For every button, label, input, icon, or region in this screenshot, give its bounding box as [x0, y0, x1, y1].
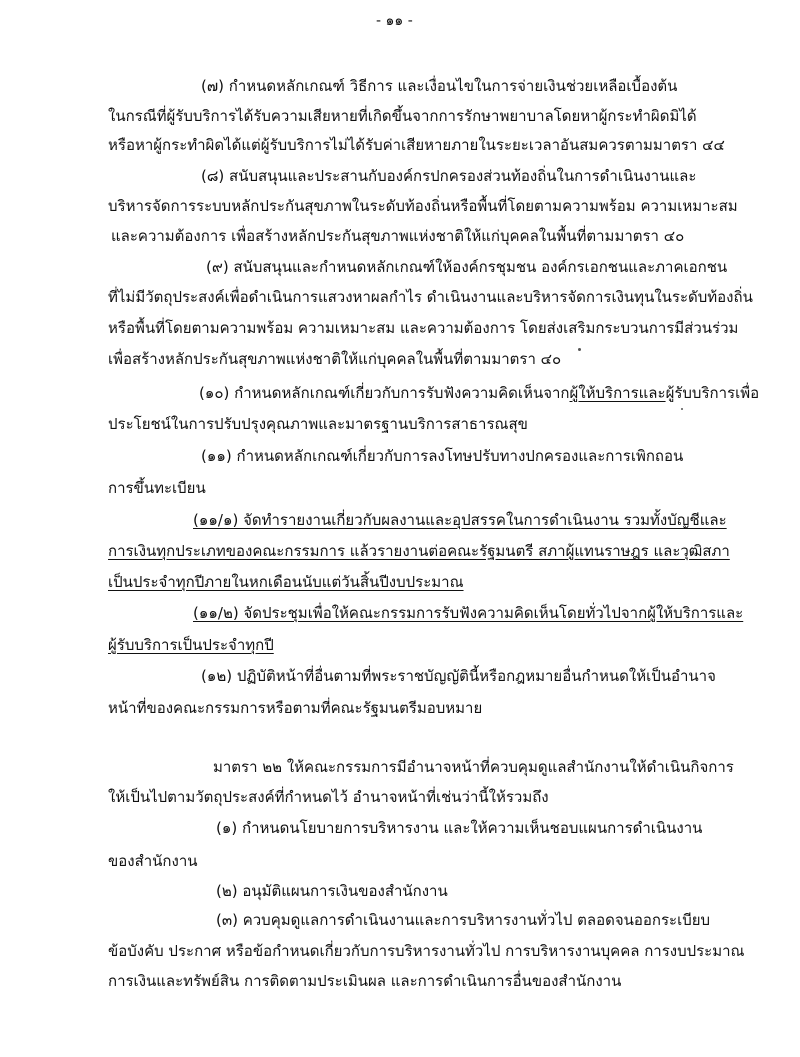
item-10-text: (๑๐) กำหนดหลักเกณฑ์เกี่ยวกับการรับฟังความคิดเห็นจาก — [199, 384, 570, 402]
scan-speck — [578, 348, 581, 351]
item-8-line-2: บริหารจัดการระบบหลักประกันสุขภาพในระดับท้องถิ่นหรือพื้นที่โดยตามความพร้อม ความเหมาะสม — [108, 197, 738, 215]
item-7-line-2: ในกรณีที่ผู้รับบริการได้รับความเสียหายที่เกิดขึ้นจากการรักษาพยาบาลโดยหาผู้กระทำผิดมิได้ — [108, 107, 697, 125]
item-11-line-2: การขึ้นทะเบียน — [108, 479, 206, 497]
page-number: - ๑๑ - — [376, 13, 413, 29]
item-8-line-1: (๘) สนับสนุนและประสานกับองค์กรปกครองส่วนท้องถิ่นในการดำเนินงานและ — [201, 167, 697, 185]
item-9-line-2: ที่ไม่มีวัตถุประสงค์เพื่อดำเนินการแสวงหาผลกำไร ดำเนินงานและบริหารจัดการเงินทุนในระดับท้องถิ่น — [108, 288, 753, 306]
s22-item-1-line-1: (๑) กำหนดนโยบายการบริหารงาน และให้ความเห็นชอบแผนการดำเนินงาน — [216, 819, 703, 837]
scan-speck — [681, 408, 683, 410]
s22-item-3-line-2: ข้อบังคับ ประกาศ หรือข้อกำหนดเกี่ยวกับการบริหารงานทั่วไป การบริหารงานบุคคล การงบประมาณ — [108, 942, 745, 960]
section-22-line-1: มาตรา ๒๒ ให้คณะกรรมการมีอำนาจหน้าที่ควบคุมดูแลสำนักงานให้ดำเนินกิจการ — [213, 758, 734, 776]
item-10-line-2: ประโยชน์ในการปรับปรุงคุณภาพและมาตรฐานบริการสาธารณสุข — [108, 415, 528, 433]
item-11-1-line-1: (๑๑/๑) จัดทำรายงานเกี่ยวกับผลงานและอุปสรรคในการดำเนินงาน รวมทั้งบัญชีและ — [193, 511, 727, 529]
s22-item-2-line-1: (๒) อนุมัติแผนการเงินของสำนักงาน — [216, 882, 448, 900]
item-11-1-line-3: เป็นประจำทุกปีภายในหกเดือนนับแต่วันสิ้นปีงบประมาณ — [108, 573, 464, 591]
item-12-line-1: (๑๒) ปฏิบัติหน้าที่อื่นตามที่พระราชบัญญัตินี้หรือกฎหมายอื่นกำหนดให้เป็นอำนาจ — [201, 667, 716, 685]
s22-item-3-line-3: การเงินและทรัพย์สิน การติดตามประเมินผล และการดำเนินการอื่นของสำนักงาน — [108, 972, 622, 990]
section-22-line-2: ให้เป็นไปตามวัตถุประสงค์ที่กำหนดไว้ อำนาจหน้าที่เช่นว่านี้ให้รวมถึง — [108, 788, 549, 806]
s22-item-1-line-2: ของสำนักงาน — [108, 852, 198, 870]
item-11-line-1: (๑๑) กำหนดหลักเกณฑ์เกี่ยวกับการลงโทษปรับทางปกครองและการเพิกถอน — [201, 447, 684, 465]
item-10-text-end: ผู้รับบริการเพื่อ — [665, 384, 760, 402]
item-9-line-4: เพื่อสร้างหลักประกันสุขภาพแห่งชาติให้แก่บุคคลในพื้นที่ตามมาตรา ๔๐ — [108, 350, 562, 368]
item-9-line-3: หรือพื้นที่โดยตามความพร้อม ความเหมาะสม และความต้องการ โดยส่งเสริมกระบวนการมีส่วนร่วม — [108, 319, 739, 337]
item-11-2-line-1: (๑๑/๒) จัดประชุมเพื่อให้คณะกรรมการรับฟังความคิดเห็นโดยทั่วไปจากผู้ให้บริการและ — [193, 604, 744, 622]
item-11-2-line-2: ผู้รับบริการเป็นประจำทุกปี — [108, 636, 274, 654]
item-11-1-line-2: การเงินทุกประเภทของคณะกรรมการ แล้วรายงานต่อคณะรัฐมนตรี สภาผู้แทนราษฎร และวุฒิสภา — [108, 542, 730, 560]
item-10-line-1 — [199, 383, 759, 403]
item-7-line-1: (๗) กำหนดหลักเกณฑ์ วิธีการ และเงื่อนไขในการจ่ายเงินช่วยเหลือเบื้องต้น — [201, 77, 678, 95]
item-8-line-3: และความต้องการ เพื่อสร้างหลักประกันสุขภาพแห่งชาติให้แก่บุคคลในพื้นที่ตามมาตรา ๔๐ — [111, 227, 685, 245]
item-7-line-3: หรือหาผู้กระทำผิดได้แต่ผู้รับบริการไม่ได้รับค่าเสียหายภายในระยะเวลาอันสมควรตามมาตรา ๔๔ — [108, 136, 725, 154]
s22-item-3-line-1: (๓) ควบคุมดูแลการดำเนินงานและการบริหารงานทั่วไป ตลอดจนออกระเบียบ — [216, 911, 711, 929]
item-12-line-2: หน้าที่ของคณะกรรมการหรือตามที่คณะรัฐมนตรีมอบหมาย — [108, 699, 483, 717]
item-10-underlined-text: ผู้ให้บริการและ — [569, 384, 666, 402]
item-9-line-1: (๙) สนับสนุนและกำหนดหลักเกณฑ์ให้องค์กรชุมชน องค์กรเอกชนและภาคเอกชน — [206, 258, 728, 276]
